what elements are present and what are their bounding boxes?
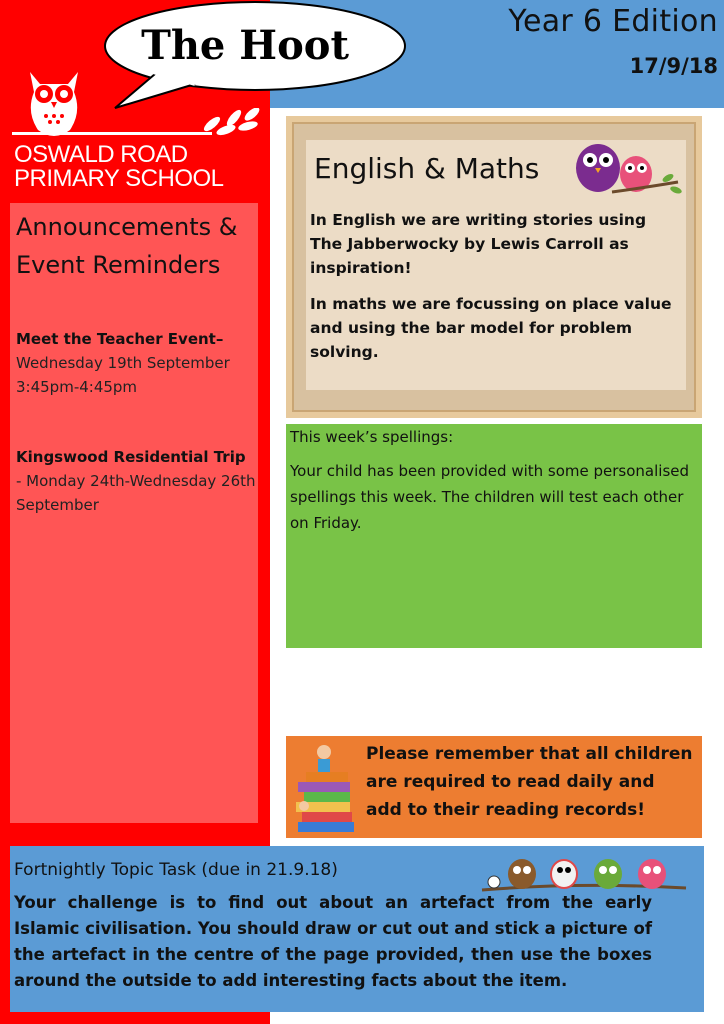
reading-reminder-text: Please remember that all children are required to read daily and add to their reading records!	[366, 744, 693, 820]
school-name	[14, 143, 224, 191]
spellings-heading: This week’s spellings:	[290, 428, 454, 446]
announcements-panel	[10, 203, 258, 823]
book-stack-icon	[292, 740, 358, 836]
reading-reminder-panel	[286, 736, 702, 838]
topic-task-panel	[10, 846, 704, 1012]
edition-label: Year 6 Edition	[508, 4, 718, 39]
school-name-line2: PRIMARY SCHOOL	[14, 165, 224, 192]
english-paragraph: In English we are writing stories using The Jabberwocky by Lewis Carroll as inspiration!	[310, 211, 647, 277]
event-detail: Wednesday 19th September 3:45pm-4:45pm	[16, 354, 230, 396]
olive-branch-icon	[12, 108, 262, 144]
event-detail: - Monday 24th-Wednesday 26th September	[16, 472, 256, 514]
event-title: Kingswood Residential Trip	[16, 448, 246, 466]
event-title: Meet the Teacher Event–	[16, 330, 224, 348]
topic-task-text: Your challenge is to find out about an artefact from the early Islamic civilisation. You should draw or cut out and stick a picture of the artefact in the centre of the page provided, then use the boxes around the outside to add interesting facts about the item.	[14, 893, 652, 990]
school-name-line1: OSWALD ROAD	[14, 141, 188, 168]
event-item	[16, 327, 256, 399]
maths-paragraph: In maths we are focussing on place value and using the bar model for problem solving.	[310, 295, 672, 361]
spellings-panel	[286, 424, 702, 648]
newsletter-title: The Hoot	[141, 22, 349, 69]
topic-task-heading: Fortnightly Topic Task (due in 21.9.18)	[14, 860, 338, 880]
owl-pair-icon	[572, 138, 684, 202]
issue-date: 17/9/18	[629, 54, 718, 78]
english-maths-corkboard	[286, 116, 702, 418]
event-item	[16, 445, 256, 517]
english-maths-heading: English & Maths	[314, 152, 540, 185]
spellings-text: Your child has been provided with some personalised spellings this week. The children will test each other on Friday.	[290, 462, 690, 532]
announcements-heading: Announcements & Event Reminders	[16, 213, 238, 279]
